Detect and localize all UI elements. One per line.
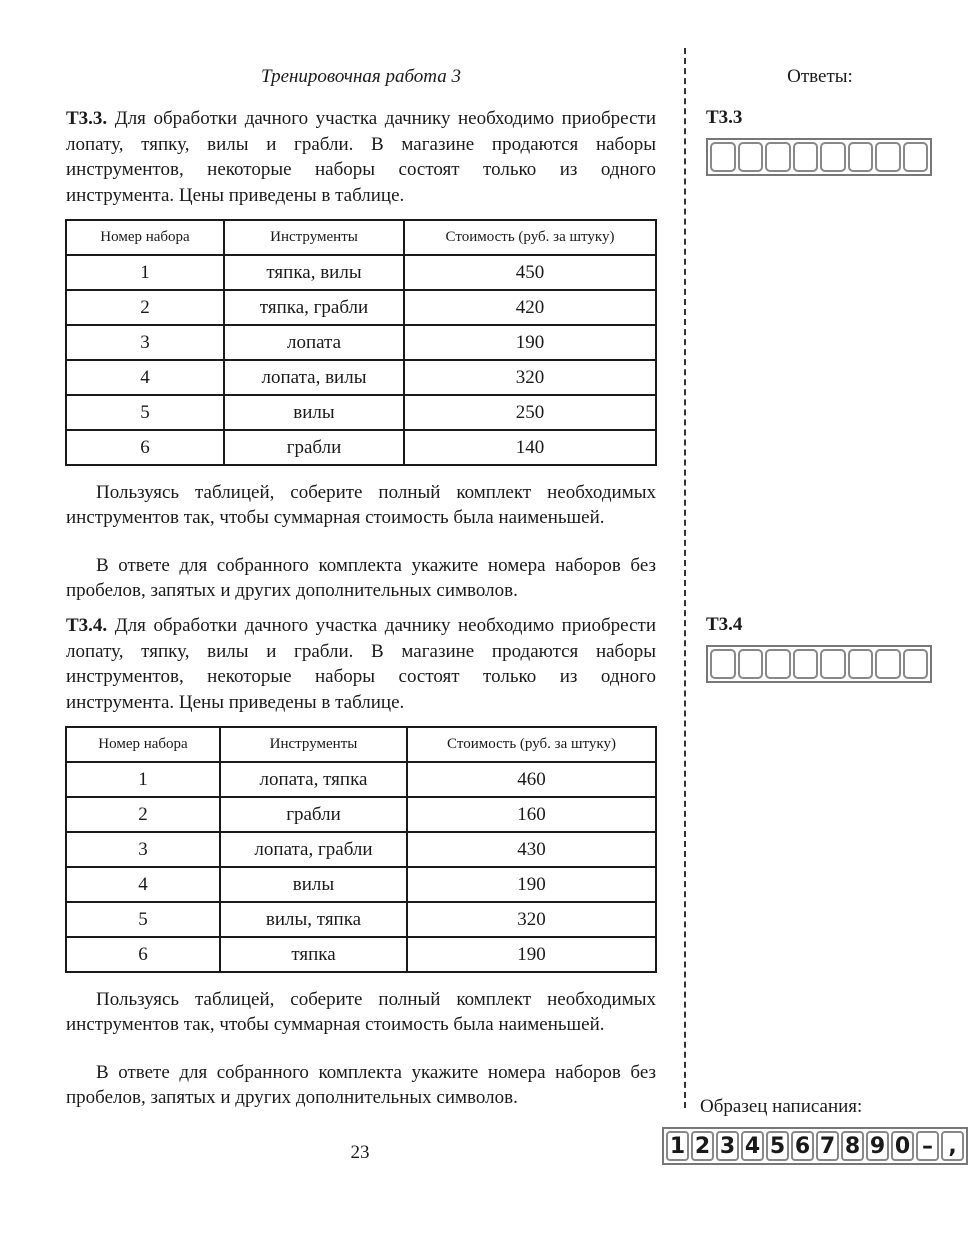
table-cell: 4 xyxy=(66,867,220,902)
table-row xyxy=(66,937,656,972)
table-cell: 3 xyxy=(66,832,220,867)
answer-boxes-3-4[interactable] xyxy=(706,645,932,683)
answer-cell[interactable] xyxy=(710,142,736,172)
table-row xyxy=(66,290,656,325)
task-3-4-statement xyxy=(66,613,656,715)
answer-cell[interactable] xyxy=(765,649,791,679)
table-cell: 1 xyxy=(66,762,220,797)
answer-cell[interactable] xyxy=(820,142,846,172)
column-header: Номер набора xyxy=(66,220,224,255)
sample-char: 9 xyxy=(866,1131,889,1161)
table-header-row xyxy=(66,727,656,762)
table-cell: тяпка, грабли xyxy=(224,290,404,325)
answers-heading: Ответы: xyxy=(787,66,853,87)
answer-label-3-4: Т3.4 xyxy=(706,614,743,635)
task-3-3-instruction-1: Пользуясь таблицей, соберите полный комплект необходимых инструментов так, чтобы суммарная стоимость была наименьшей. xyxy=(66,482,656,528)
column-header: Инструменты xyxy=(220,727,407,762)
table-header-row xyxy=(66,220,656,255)
task-3-3-instruction-2: В ответе для собранного комплекта укажите номера наборов без пробелов, запятых и других дополнительных символов. xyxy=(66,555,656,601)
sample-char: 8 xyxy=(841,1131,864,1161)
sample-char: 3 xyxy=(716,1131,739,1161)
sample-char: 1 xyxy=(666,1131,689,1161)
table-cell: 6 xyxy=(66,430,224,465)
table-cell: грабли xyxy=(220,797,407,832)
answer-boxes-3-3[interactable] xyxy=(706,138,932,176)
answer-cell[interactable] xyxy=(848,649,874,679)
sample-char: , xyxy=(941,1131,964,1161)
table-cell: лопата, тяпка xyxy=(220,762,407,797)
task-3-3-text: Для обработки дачного участка дачнику необходимо приобрести лопату, тяпку, вилы и грабли. В магазине продаются наборы инструментов, некоторые наборы состоят только из одного инструмента. Цены приведены в таблице. xyxy=(66,108,656,206)
table-cell: 140 xyxy=(404,430,656,465)
table-cell: вилы xyxy=(220,867,407,902)
answer-cell[interactable] xyxy=(903,649,929,679)
answer-cell[interactable] xyxy=(903,142,929,172)
sample-writing xyxy=(662,1127,968,1165)
table-cell: 1 xyxy=(66,255,224,290)
answer-cell[interactable] xyxy=(793,649,819,679)
answer-cell[interactable] xyxy=(738,142,764,172)
sample-char: 2 xyxy=(691,1131,714,1161)
sample-char: 0 xyxy=(891,1131,914,1161)
task-3-3-table xyxy=(65,219,657,466)
answer-cell[interactable] xyxy=(875,142,901,172)
table-cell: 320 xyxy=(407,902,656,937)
table-cell: 450 xyxy=(404,255,656,290)
task-3-4-instruction-2: В ответе для собранного комплекта укажите номера наборов без пробелов, запятых и других дополнительных символов. xyxy=(66,1062,656,1108)
table-cell: лопата xyxy=(224,325,404,360)
table-cell: 190 xyxy=(404,325,656,360)
table-cell: 4 xyxy=(66,360,224,395)
sample-char: – xyxy=(916,1131,939,1161)
table-row xyxy=(66,797,656,832)
sample-char: 4 xyxy=(741,1131,764,1161)
column-header: Инструменты xyxy=(224,220,404,255)
table-cell: 190 xyxy=(407,867,656,902)
answer-cell[interactable] xyxy=(875,649,901,679)
table-row xyxy=(66,255,656,290)
table-cell: 3 xyxy=(66,325,224,360)
table-row xyxy=(66,832,656,867)
table-cell: 430 xyxy=(407,832,656,867)
table-row xyxy=(66,360,656,395)
sample-label: Образец написания: xyxy=(700,1096,863,1117)
sample-char: 6 xyxy=(791,1131,814,1161)
answer-cell[interactable] xyxy=(793,142,819,172)
table-cell: 160 xyxy=(407,797,656,832)
sample-char: 7 xyxy=(816,1131,839,1161)
table-cell: 190 xyxy=(407,937,656,972)
task-3-4-table xyxy=(65,726,657,973)
table-cell: 5 xyxy=(66,902,220,937)
table-cell: 2 xyxy=(66,797,220,832)
task-3-4-instruction-1: Пользуясь таблицей, соберите полный комплект необходимых инструментов так, чтобы суммарная стоимость была наименьшей. xyxy=(66,989,656,1035)
answer-cell[interactable] xyxy=(738,649,764,679)
task-3-3-statement xyxy=(66,106,656,208)
table-cell: лопата, вилы xyxy=(224,360,404,395)
task-3-4-text: Для обработки дачного участка дачнику необходимо приобрести лопату, тяпку, вилы и грабли. В магазине продаются наборы инструментов, некоторые наборы состоят только из одного инструмента. Цены приведены в таблице. xyxy=(66,615,656,713)
table-row xyxy=(66,867,656,902)
answer-cell[interactable] xyxy=(848,142,874,172)
table-row xyxy=(66,762,656,797)
table-cell: тяпка, вилы xyxy=(224,255,404,290)
answer-cell[interactable] xyxy=(765,142,791,172)
answer-cell[interactable] xyxy=(820,649,846,679)
table-cell: 320 xyxy=(404,360,656,395)
sample-char: 5 xyxy=(766,1131,789,1161)
task-3-3-id: Т3.3. xyxy=(66,108,108,129)
table-cell: вилы, тяпка xyxy=(220,902,407,937)
answer-cell[interactable] xyxy=(710,649,736,679)
column-header: Номер набора xyxy=(66,727,220,762)
table-row xyxy=(66,325,656,360)
column-header: Стоимость (руб. за штуку) xyxy=(404,220,656,255)
table-cell: вилы xyxy=(224,395,404,430)
table-cell: грабли xyxy=(224,430,404,465)
table-cell: 420 xyxy=(404,290,656,325)
table-cell: 6 xyxy=(66,937,220,972)
table-cell: 250 xyxy=(404,395,656,430)
table-cell: 2 xyxy=(66,290,224,325)
task-3-4-id: Т3.4. xyxy=(66,615,108,636)
table-cell: тяпка xyxy=(220,937,407,972)
column-header: Стоимость (руб. за штуку) xyxy=(407,727,656,762)
table-row xyxy=(66,902,656,937)
table-row xyxy=(66,430,656,465)
table-cell: 460 xyxy=(407,762,656,797)
table-cell: лопата, грабли xyxy=(220,832,407,867)
page-number: 23 xyxy=(350,1142,370,1163)
table-row xyxy=(66,395,656,430)
running-title: Тренировочная работа 3 xyxy=(260,66,462,87)
dashed-divider xyxy=(684,48,686,1108)
table-cell: 5 xyxy=(66,395,224,430)
answer-label-3-3: Т3.3 xyxy=(706,107,743,128)
